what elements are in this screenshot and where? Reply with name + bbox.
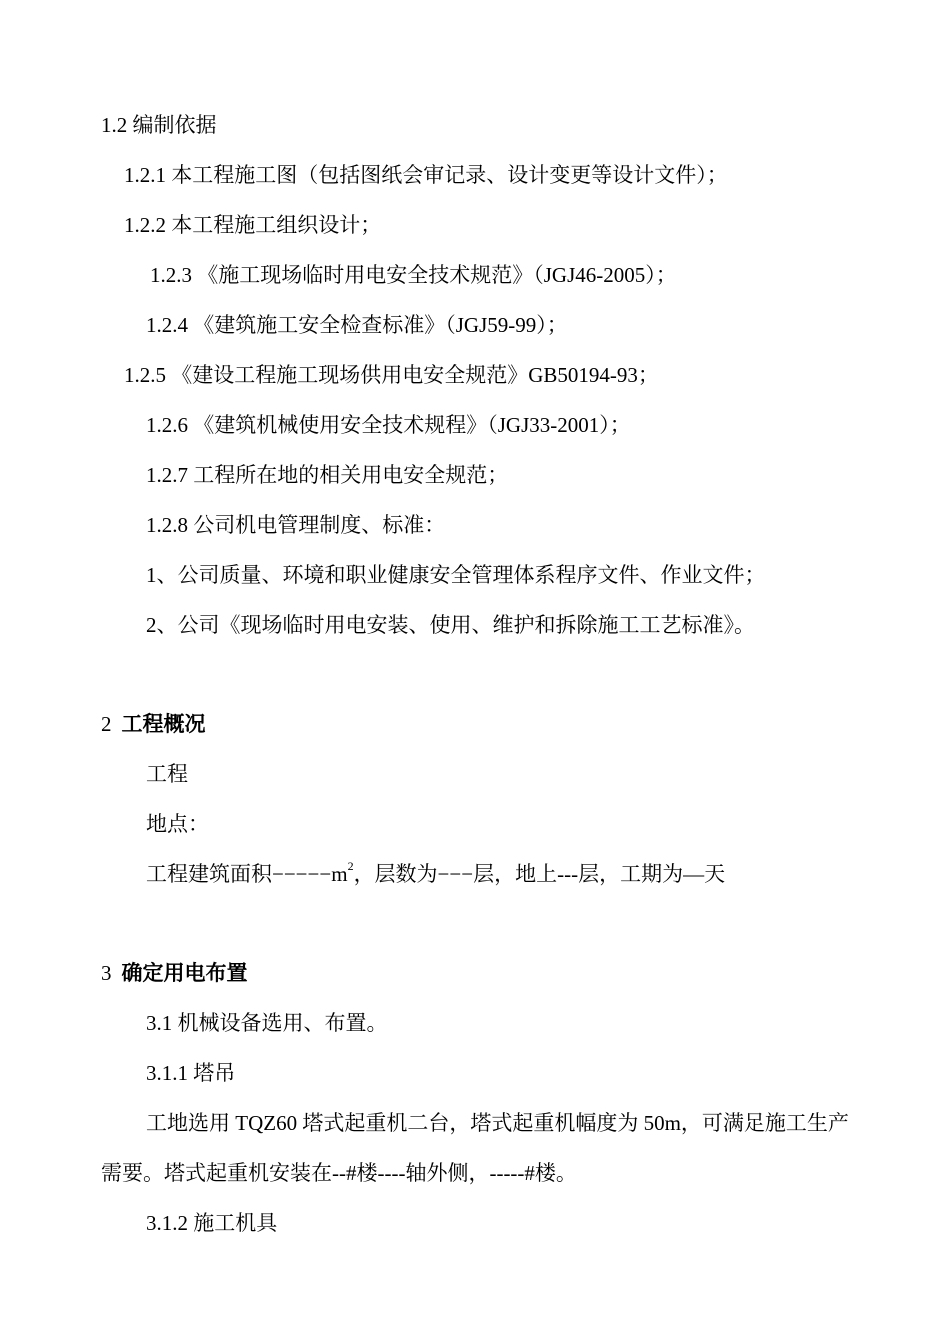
section-3-1-1: 3.1.1 塔吊 (146, 1061, 236, 1085)
basis-item-1-2-6: 1.2.6 《建筑机械使用安全技术规程》（JGJ33-2001）； (146, 413, 631, 437)
basis-item-1-2-5: 1.2.5 《建设工程施工现场供用电安全规范》GB50194-93； (124, 363, 659, 387)
basis-subitem-1: 1、公司质量、环境和职业健康安全管理体系程序文件、作业文件； (146, 563, 766, 587)
section-3-title: 确定用电布置 (121, 961, 248, 985)
overview-area-superscript: 2 (347, 859, 354, 873)
overview-area-line (146, 860, 725, 888)
overview-project: 工程 (146, 762, 188, 786)
basis-item-1-2-7: 1.2.7 工程所在地的相关用电安全规范； (146, 463, 509, 487)
section-1-2-heading: 1.2 编制依据 (101, 113, 217, 137)
basis-subitem-2: 2、公司《现场临时用电安装、使用、维护和拆除施工工艺标准》。 (146, 613, 755, 637)
overview-area-suffix: ，层数为−−−层，地上---层，工期为—天 (353, 862, 726, 886)
overview-area-prefix: 工程建筑面积−−−−−m (146, 862, 348, 886)
basis-item-1-2-3: 1.2.3 《施工现场临时用电安全技术规范》（JGJ46-2005）； (150, 263, 677, 287)
basis-item-1-2-4: 1.2.4 《建筑施工安全检查标准》（JGJ59-99）； (146, 313, 568, 337)
section-2-number: 2 (101, 712, 112, 736)
section-3-number: 3 (101, 961, 112, 985)
section-2-title: 工程概况 (121, 712, 206, 736)
overview-location: 地点： (146, 812, 209, 836)
basis-item-1-2-8: 1.2.8 公司机电管理制度、标准： (146, 513, 446, 537)
crane-paragraph-line-1: 工地选用 TQZ60 塔式起重机二台，塔式起重机幅度为 50m，可满足施工生产 (146, 1111, 849, 1135)
section-3-1-2: 3.1.2 施工机具 (146, 1211, 278, 1235)
basis-item-1-2-2: 1.2.2 本工程施工组织设计； (124, 213, 382, 237)
basis-item-1-2-1: 1.2.1 本工程施工图（包括图纸会审记录、设计变更等设计文件）； (124, 163, 728, 187)
section-3-heading (101, 959, 248, 987)
section-2-heading (101, 710, 206, 738)
crane-paragraph-line-2: 需要。塔式起重机安装在--#楼----轴外侧，-----#楼。 (101, 1161, 577, 1185)
section-3-1: 3.1 机械设备选用、布置。 (146, 1011, 388, 1035)
